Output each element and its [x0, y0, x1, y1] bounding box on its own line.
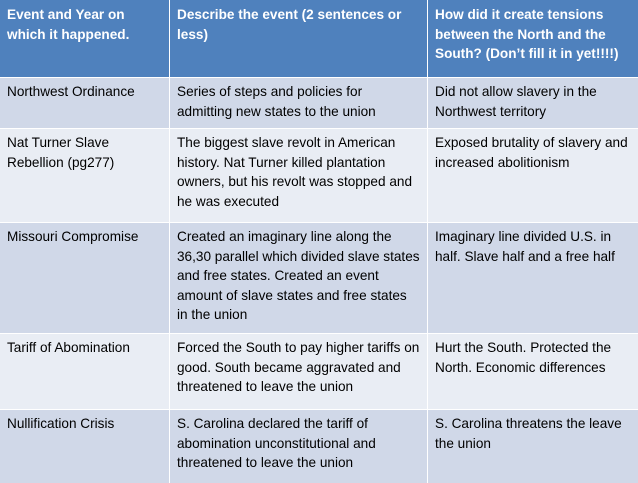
row-1-description: Series of steps and policies for admitting new states to the union: [170, 78, 427, 128]
row-5-event: Nullification Crisis: [0, 410, 169, 483]
header-tension: How did it create tensions between the North and the South? (Don’t fill it in yet!!!!): [428, 0, 638, 77]
row-3-description: Created an imaginary line along the 36,30 parallel which divided slave states and free states. Created an event amount of slave states and free states in the union: [170, 223, 427, 333]
row-2-event: Nat Turner Slave Rebellion (pg277): [0, 129, 169, 222]
row-4-event: Tariff of Abomination: [0, 334, 169, 409]
row-3-tension: Imaginary line divided U.S. in half. Slave half and a free half: [428, 223, 638, 333]
header-event: Event and Year on which it happened.: [0, 0, 169, 77]
row-2-tension: Exposed brutality of slavery and increased abolitionism: [428, 129, 638, 222]
row-3-event: Missouri Compromise: [0, 223, 169, 333]
row-5-description: S. Carolina declared the tariff of abomination unconstitutional and threatened to leave the union: [170, 410, 427, 483]
row-2-description: The biggest slave revolt in American history. Nat Turner killed plantation owners, but his revolt was stopped and he was executed: [170, 129, 427, 222]
header-description: Describe the event (2 sentences or less): [170, 0, 427, 77]
row-1-tension: Did not allow slavery in the Northwest territory: [428, 78, 638, 128]
row-4-description: Forced the South to pay higher tariffs on good. South became aggravated and threatened to leave the union: [170, 334, 427, 409]
row-5-tension: S. Carolina threatens the leave the union: [428, 410, 638, 483]
row-1-event: Northwest Ordinance: [0, 78, 169, 128]
row-4-tension: Hurt the South. Protected the North. Economic differences: [428, 334, 638, 409]
